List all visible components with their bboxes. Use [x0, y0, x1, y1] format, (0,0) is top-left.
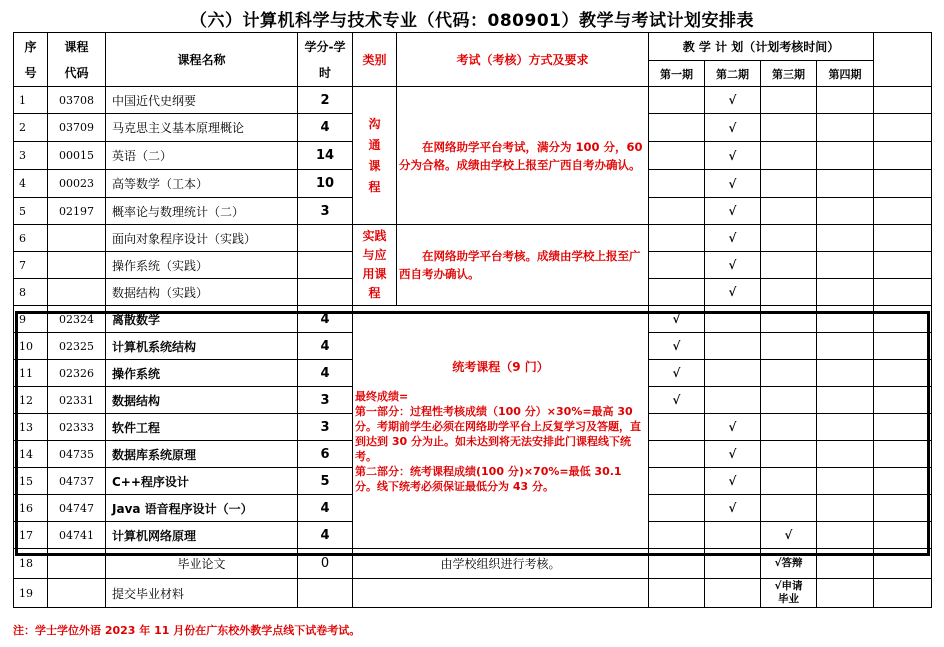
blank-cell	[874, 142, 932, 170]
row-course-name: 面向对象程序设计（实践）	[106, 225, 298, 252]
row-no: 14	[14, 441, 48, 468]
table-row	[14, 549, 932, 579]
row-code: 04737	[48, 468, 106, 495]
plan-table	[13, 32, 932, 608]
row-code: 00023	[48, 170, 106, 198]
row-course-name: Java 语音程序设计（一）	[106, 495, 298, 522]
term-4-cell	[817, 414, 874, 441]
requirement-unified: 统考课程（9 门） 最终成绩= 第一部分：过程性考核成绩（100 分）×30%=最高 30 分。考期前学生必须在网络助学平台上反复学习及答题，直到达到 30 分为止。如未达到将无法安排此门课程线下统考。 第二部分：统考课程成绩(100 分)×70%=最低 30.1 分。线下统考必须保证最低分为 43 分。	[353, 306, 649, 549]
row-credit: 6	[298, 441, 353, 468]
blank-cell	[874, 279, 932, 306]
row-course-name: 概率论与数理统计（二）	[106, 198, 298, 225]
row-credit: 4	[298, 522, 353, 549]
term-1-cell	[649, 441, 705, 468]
blank-cell	[874, 387, 932, 414]
term-1-cell: √	[649, 360, 705, 387]
row-credit	[298, 225, 353, 252]
row-credit	[298, 579, 353, 608]
row-no: 7	[14, 252, 48, 279]
term-4-cell	[817, 170, 874, 198]
term-4-cell	[817, 360, 874, 387]
row-course-name: 中国近代史纲要	[106, 87, 298, 114]
term-4-cell	[817, 252, 874, 279]
term-1-cell	[649, 225, 705, 252]
row-credit: 3	[298, 387, 353, 414]
blank-cell	[874, 198, 932, 225]
requirement-practice: 在网络助学平台考核。成绩由学校上报至广西自考办确认。	[397, 225, 649, 306]
row-code: 02326	[48, 360, 106, 387]
header-term-3: 第三期	[761, 61, 817, 87]
row-code: 04747	[48, 495, 106, 522]
term-1-cell	[649, 170, 705, 198]
row-credit: 2	[298, 87, 353, 114]
row-no: 11	[14, 360, 48, 387]
blank-cell	[874, 522, 932, 549]
term-4-cell	[817, 468, 874, 495]
term-1-cell: √	[649, 333, 705, 360]
row-course-name: C++程序设计	[106, 468, 298, 495]
requirement-communication: 在网络助学平台考试，满分为 100 分，60 分为合格。成绩由学校上报至广西自考办确认。	[397, 87, 649, 225]
term-3-cell	[761, 142, 817, 170]
row-no: 4	[14, 170, 48, 198]
row-course-name: 操作系统	[106, 360, 298, 387]
blank-cell	[874, 87, 932, 114]
row-no: 19	[14, 579, 48, 608]
row-course-name: 提交毕业材料	[106, 579, 298, 608]
row-credit	[298, 279, 353, 306]
term-2-cell	[705, 549, 761, 579]
row-code: 03708	[48, 87, 106, 114]
term-2-cell	[705, 360, 761, 387]
row-code: 00015	[48, 142, 106, 170]
header-blank	[874, 33, 932, 87]
term-3-cell	[761, 468, 817, 495]
page-title: （六）计算机科学与技术专业（代码：080901）教学与考试计划安排表	[190, 11, 754, 31]
term-2-cell: √	[705, 495, 761, 522]
row-code: 02333	[48, 414, 106, 441]
term-1-cell	[649, 142, 705, 170]
term-2-cell	[705, 387, 761, 414]
term-4-cell	[817, 114, 874, 142]
row-course-name: 马克思主义基本原理概论	[106, 114, 298, 142]
term-2-cell: √	[705, 252, 761, 279]
term-4-cell	[817, 441, 874, 468]
term-3-cell	[761, 387, 817, 414]
row-course-name: 软件工程	[106, 414, 298, 441]
term-1-cell	[649, 252, 705, 279]
term-1-cell	[649, 522, 705, 549]
row-course-name: 高等数学（工本）	[106, 170, 298, 198]
term-1-cell: √	[649, 387, 705, 414]
row-course-name: 数据结构（实践）	[106, 279, 298, 306]
row-code	[48, 549, 106, 579]
row-no: 3	[14, 142, 48, 170]
row-no: 16	[14, 495, 48, 522]
row-credit: 14	[298, 142, 353, 170]
term-4-cell	[817, 142, 874, 170]
term-2-cell	[705, 333, 761, 360]
term-1-cell	[649, 279, 705, 306]
row-course-name: 英语（二）	[106, 142, 298, 170]
header-term-2: 第二期	[705, 61, 761, 87]
term-4-cell	[817, 579, 874, 608]
term-1-cell	[649, 414, 705, 441]
term-3-cell: √	[761, 522, 817, 549]
row-credit: 3	[298, 414, 353, 441]
term-2-cell: √	[705, 142, 761, 170]
term-3-cell	[761, 225, 817, 252]
row-course-name: 计算机系统结构	[106, 333, 298, 360]
table-row	[14, 306, 932, 333]
row-no: 1	[14, 87, 48, 114]
requirement-thesis: 由学校组织进行考核。	[353, 549, 649, 579]
term-3-cell	[761, 279, 817, 306]
term-3-cell: √答辩	[761, 549, 817, 579]
term-3-cell	[761, 333, 817, 360]
term-4-cell	[817, 306, 874, 333]
header-course-name: 课程名称	[106, 33, 298, 87]
term-1-cell	[649, 495, 705, 522]
term-1-cell	[649, 198, 705, 225]
term-4-cell	[817, 225, 874, 252]
blank-cell	[874, 170, 932, 198]
term-2-cell: √	[705, 414, 761, 441]
row-no: 10	[14, 333, 48, 360]
row-no: 2	[14, 114, 48, 142]
term-3-cell	[761, 198, 817, 225]
row-no: 5	[14, 198, 48, 225]
blank-cell	[874, 549, 932, 579]
term-4-cell	[817, 549, 874, 579]
row-course-name: 离散数学	[106, 306, 298, 333]
blank-cell	[874, 414, 932, 441]
blank-cell	[874, 225, 932, 252]
category-communication: 沟 通 课 程	[353, 87, 397, 225]
row-code	[48, 252, 106, 279]
table-row	[14, 87, 932, 114]
blank-cell	[874, 333, 932, 360]
row-no: 13	[14, 414, 48, 441]
term-2-cell: √	[705, 114, 761, 142]
term-3-cell	[761, 306, 817, 333]
row-code: 04735	[48, 441, 106, 468]
header-code: 课程 代码	[48, 33, 106, 87]
header-term-4: 第四期	[817, 61, 874, 87]
footnote: 注：学士学位外语 2023 年 11 月份在广东校外教学点线下试卷考试。	[13, 624, 361, 637]
row-credit: 4	[298, 495, 353, 522]
term-2-cell: √	[705, 225, 761, 252]
term-2-cell	[705, 306, 761, 333]
term-4-cell	[817, 87, 874, 114]
row-no: 9	[14, 306, 48, 333]
term-3-cell	[761, 87, 817, 114]
term-1-cell	[649, 114, 705, 142]
term-1-cell: √	[649, 306, 705, 333]
row-code: 02325	[48, 333, 106, 360]
row-no: 8	[14, 279, 48, 306]
row-course-name: 毕业论文	[106, 549, 298, 579]
row-code: 02331	[48, 387, 106, 414]
header-plan: 教 学 计 划（计划考核时间）	[649, 33, 874, 61]
blank-cell	[874, 495, 932, 522]
blank-cell	[874, 306, 932, 333]
row-code	[48, 579, 106, 608]
term-3-cell	[761, 360, 817, 387]
row-code: 02324	[48, 306, 106, 333]
term-3-cell	[761, 495, 817, 522]
row-code: 02197	[48, 198, 106, 225]
row-code: 03709	[48, 114, 106, 142]
row-credit: 4	[298, 360, 353, 387]
row-code: 04741	[48, 522, 106, 549]
header-term-1: 第一期	[649, 61, 705, 87]
blank-cell	[874, 360, 932, 387]
term-2-cell	[705, 522, 761, 549]
term-2-cell: √	[705, 170, 761, 198]
term-1-cell	[649, 87, 705, 114]
row-credit: 4	[298, 306, 353, 333]
row-credit: 5	[298, 468, 353, 495]
row-credit: 4	[298, 114, 353, 142]
row-course-name: 数据库系统原理	[106, 441, 298, 468]
table-row	[14, 225, 932, 252]
term-2-cell: √	[705, 279, 761, 306]
term-2-cell: √	[705, 441, 761, 468]
row-no: 15	[14, 468, 48, 495]
term-3-cell	[761, 441, 817, 468]
row-no: 12	[14, 387, 48, 414]
blank-cell	[874, 114, 932, 142]
term-3-cell	[761, 170, 817, 198]
row-credit	[298, 252, 353, 279]
row-code	[48, 225, 106, 252]
header-category: 类别	[353, 33, 397, 87]
row-credit: 4	[298, 333, 353, 360]
row-course-name: 数据结构	[106, 387, 298, 414]
term-1-cell	[649, 579, 705, 608]
row-credit: 0	[298, 549, 353, 579]
row-credit: 10	[298, 170, 353, 198]
blank-cell	[874, 441, 932, 468]
term-2-cell	[705, 579, 761, 608]
term-3-cell	[761, 252, 817, 279]
header-exam-method: 考试（考核）方式及要求	[397, 33, 649, 87]
row-credit: 3	[298, 198, 353, 225]
term-4-cell	[817, 279, 874, 306]
term-2-cell: √	[705, 87, 761, 114]
term-1-cell	[649, 549, 705, 579]
row-code	[48, 279, 106, 306]
term-4-cell	[817, 522, 874, 549]
row-no: 18	[14, 549, 48, 579]
term-4-cell	[817, 387, 874, 414]
row-no: 17	[14, 522, 48, 549]
category-practice: 实践 与应 用课 程	[353, 225, 397, 306]
blank-cell	[874, 579, 932, 608]
term-1-cell	[649, 468, 705, 495]
term-4-cell	[817, 333, 874, 360]
term-3-cell	[761, 114, 817, 142]
row-course-name: 计算机网络原理	[106, 522, 298, 549]
requirement-materials	[353, 579, 649, 608]
term-4-cell	[817, 495, 874, 522]
header-seq: 序 号	[14, 33, 48, 87]
blank-cell	[874, 252, 932, 279]
blank-cell	[874, 468, 932, 495]
row-no: 6	[14, 225, 48, 252]
term-3-cell	[761, 414, 817, 441]
term-2-cell: √	[705, 198, 761, 225]
term-4-cell	[817, 198, 874, 225]
row-course-name: 操作系统（实践）	[106, 252, 298, 279]
term-2-cell: √	[705, 468, 761, 495]
table-row	[14, 579, 932, 608]
header-credit: 学分-学 时	[298, 33, 353, 87]
term-3-cell: √申请 毕业	[761, 579, 817, 608]
